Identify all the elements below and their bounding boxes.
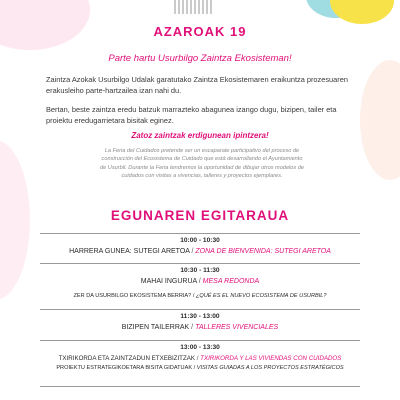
program-item — [40, 340, 360, 371]
divider — [40, 233, 360, 234]
divider — [40, 386, 360, 387]
divider — [40, 263, 360, 264]
program-item-time: 13:00 - 13:30 — [180, 344, 220, 351]
program-item — [40, 263, 360, 299]
program-item-title — [40, 278, 360, 285]
program-item-time: 11:30 - 13:00 — [180, 313, 220, 320]
separator: / — [195, 355, 201, 362]
program-item-subtitle — [40, 365, 360, 371]
program-item-time: 10:30 - 11:30 — [180, 267, 220, 274]
callout-text: Zatoz zaintzak erdigunean ipintzera! — [131, 131, 269, 140]
program-item-title — [40, 248, 360, 255]
logo-graphic — [174, 0, 214, 14]
decorative-peach-shape — [360, 60, 400, 180]
program-item-time: 10:00 - 10:30 — [180, 237, 220, 244]
program-item-title-es: TALLERES VIVENCIALES — [195, 324, 279, 331]
date-heading: AZAROAK 19 — [153, 24, 247, 39]
divider — [40, 309, 360, 310]
subtitle: Parte hartu Usurbilgo Zaintza Ekosisteman! — [108, 53, 292, 64]
program-item-title-es: TXIRIKORDA Y LAS VIVIENDAS CON CUIDADOS — [200, 355, 342, 362]
separator: / — [189, 248, 196, 255]
program-title: EGUNAREN EGITARAUA — [110, 208, 290, 223]
program-item-title-eu: HARRERA GUNEA: SUTEGI ARETOA — [69, 248, 190, 255]
program-item-title-es: MESA REDONDA — [202, 278, 260, 285]
decorative-yellow-shape — [330, 0, 394, 24]
separator: / — [191, 293, 196, 299]
program-item-title — [40, 355, 360, 362]
program-item-title — [40, 324, 360, 331]
program-item — [40, 233, 360, 255]
program-item-title-eu: TXIRIKORDA ETA ZAINTZADUN ETXEBIZITZAK — [58, 355, 195, 362]
separator: / — [192, 365, 197, 371]
program-item-subtitle-es: VISITAS GUIADAS A LOS PROYECTOS ESTRATÉGICOS — [196, 365, 344, 371]
spanish-paragraph: La Feria del Cuidados pretende ser un escaparate participativo del proceso de construcción del Ecosistema de Cuidado que está desarrollando el Ayuntamiento de Usurbil. Durante la Feria tendremos la oportunidad de dibujar otros modelos de cuidados con visitas a vivencias, talleres y proyectos ejemplares. — [100, 148, 304, 179]
program-item-title-eu: BIZIPEN TAILERRAK — [121, 324, 190, 331]
program-item — [40, 309, 360, 331]
intro-paragraph-1: Zaintza Azokak Usurbilgo Udalak garatutako Zaintza Ekosistemaren eraikuntza prozesuaren erakusleiho parte-hartzailea izan nahi du. — [46, 75, 348, 95]
program-item-question-eu: ZER DA USURBILGO EKOSISTEMA BERRIA? — [73, 293, 192, 299]
program-item-subtitle-eu: PROIEKTU ESTRATEGIKOETARA BISITA GIDATUAK — [56, 365, 193, 371]
program-item-partial — [40, 386, 360, 387]
program-item-question — [40, 293, 360, 299]
separator: / — [196, 278, 203, 285]
program-item-title-es: ZONA DE BIENVENIDA: SUTEGI ARETOA — [195, 248, 331, 255]
intro-paragraph-2: Bertan, beste zaintza eredu batzuk marrazteko abagunea izango dugu, bizipen, tailer eta proiektu eredugarrietara bisitak eginez. — [46, 105, 337, 125]
program-item-question-es: ¿QUÉ ES EL NUEVO ECOSISTEMA DE USURBIL? — [195, 293, 327, 299]
divider — [40, 340, 360, 341]
program-item-title-eu: MAHAI INGURUA — [140, 278, 197, 285]
separator: / — [189, 324, 196, 331]
